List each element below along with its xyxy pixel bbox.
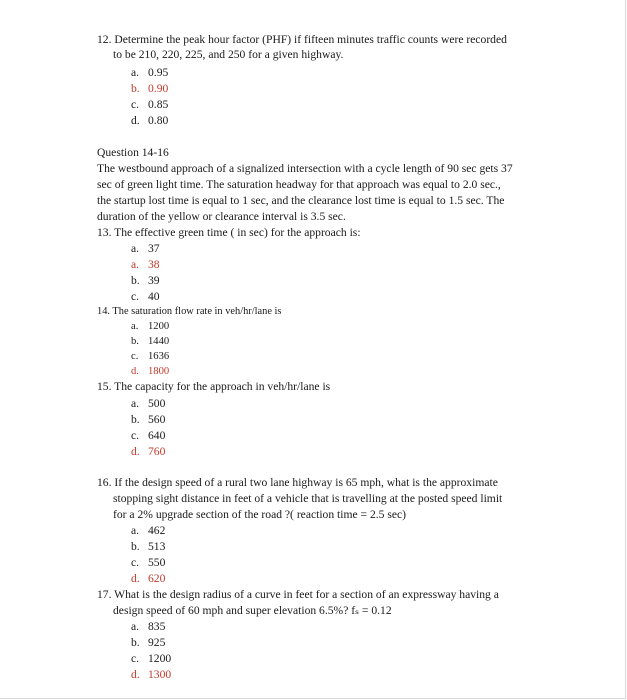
q17-option-b bbox=[131, 636, 165, 650]
q14-option-d-answer bbox=[131, 365, 169, 379]
q16-text-line1: 16. If the design speed of a rural two lane highway is 65 mph, what is the approximate bbox=[97, 476, 498, 489]
q14-option-c bbox=[131, 350, 169, 364]
q17-option-a bbox=[131, 620, 165, 634]
option-value: 550 bbox=[148, 556, 166, 569]
option-value: 835 bbox=[148, 620, 166, 633]
q16-option-b bbox=[131, 540, 165, 554]
scenario-line-3: the startup lost time is equal to 1 sec, and the clearance lost time is equal to 1.5 sec. The bbox=[97, 194, 505, 207]
q16-option-a bbox=[131, 524, 165, 538]
option-value: 1800 bbox=[148, 366, 170, 377]
option-value: 1440 bbox=[148, 336, 170, 347]
option-value: 560 bbox=[148, 413, 166, 426]
option-letter: a. bbox=[131, 242, 140, 255]
option-value: 0.95 bbox=[148, 66, 169, 79]
option-value: 0.85 bbox=[148, 98, 169, 111]
option-value: 640 bbox=[148, 429, 166, 442]
q12-text-line1: 12. Determine the peak hour factor (PHF) if fifteen minutes traffic counts were recorded bbox=[97, 33, 507, 46]
option-letter: a. bbox=[131, 620, 140, 633]
option-value: 1300 bbox=[148, 668, 172, 681]
q13-option-b bbox=[131, 274, 160, 288]
option-letter: a. bbox=[131, 66, 140, 79]
option-letter: c. bbox=[131, 556, 140, 569]
option-letter: a. bbox=[131, 321, 139, 332]
option-value: 0.80 bbox=[148, 114, 169, 127]
q12-option-b-answer bbox=[131, 82, 168, 96]
q12-option-d bbox=[131, 114, 168, 128]
q15-option-a bbox=[131, 397, 165, 411]
q16-option-d-answer bbox=[131, 572, 165, 586]
q12-option-c bbox=[131, 98, 168, 112]
option-value: 0.90 bbox=[148, 82, 169, 95]
option-value: 1200 bbox=[148, 321, 170, 332]
option-letter: d. bbox=[131, 445, 140, 458]
option-letter: c. bbox=[131, 429, 140, 442]
q17-text-line2: design speed of 60 mph and super elevation 6.5%? fₛ = 0.12 bbox=[113, 604, 392, 617]
option-letter: b. bbox=[131, 336, 139, 347]
q13-text: 13. The effective green time ( in sec) for the approach is: bbox=[97, 226, 361, 239]
q16-text-line3: for a 2% upgrade section of the road ?( reaction time = 2.5 sec) bbox=[113, 508, 407, 521]
option-letter: a. bbox=[131, 397, 140, 410]
option-letter: a. bbox=[131, 258, 140, 271]
option-value: 37 bbox=[148, 242, 160, 255]
option-value: 462 bbox=[148, 524, 166, 537]
option-value: 500 bbox=[148, 397, 166, 410]
scenario-line-2: sec of green light time. The saturation headway for that approach was equal to 2.0 sec., bbox=[97, 178, 501, 191]
scenario-line-4: duration of the yellow or clearance interval is 3.5 sec. bbox=[97, 210, 346, 223]
option-value: 40 bbox=[148, 290, 160, 303]
q13-option-a bbox=[131, 242, 160, 256]
option-value: 760 bbox=[148, 445, 166, 458]
q14-text: 14. The saturation flow rate in veh/hr/lane is bbox=[97, 306, 282, 317]
option-letter: d. bbox=[131, 572, 140, 585]
option-letter: c. bbox=[131, 98, 140, 111]
option-letter: b. bbox=[131, 413, 140, 426]
q15-option-d-answer bbox=[131, 445, 165, 459]
option-value: 925 bbox=[148, 636, 166, 649]
option-letter: c. bbox=[131, 290, 140, 303]
scenario-line-1: The westbound approach of a signalized intersection with a cycle length of 90 sec gets 37 bbox=[97, 162, 513, 175]
option-letter: b. bbox=[131, 636, 140, 649]
option-value: 620 bbox=[148, 572, 166, 585]
q16-option-c bbox=[131, 556, 165, 570]
q17-text-line1: 17. What is the design radius of a curve in feet for a section of an expressway having a bbox=[97, 588, 499, 601]
option-letter: c. bbox=[131, 351, 139, 362]
q12-text-line2: to be 210, 220, 225, and 250 for a given highway. bbox=[113, 48, 344, 61]
option-letter: b. bbox=[131, 274, 140, 287]
option-value: 39 bbox=[148, 274, 160, 287]
option-letter: d. bbox=[131, 668, 140, 681]
option-letter: b. bbox=[131, 540, 140, 553]
q17-option-d-answer bbox=[131, 668, 171, 682]
option-letter: a. bbox=[131, 524, 140, 537]
q14-option-a bbox=[131, 320, 169, 334]
q13-option-c bbox=[131, 290, 160, 304]
q13-option-a-answer bbox=[131, 258, 160, 272]
option-letter: d. bbox=[131, 114, 140, 127]
q17-option-c bbox=[131, 652, 171, 666]
option-letter: d. bbox=[131, 366, 139, 377]
q16-text-line2: stopping sight distance in feet of a vehicle that is travelling at the posted speed limit bbox=[113, 492, 503, 505]
group-header: Question 14-16 bbox=[97, 146, 169, 159]
q15-option-b bbox=[131, 413, 165, 427]
q15-option-c bbox=[131, 429, 165, 443]
option-letter: b. bbox=[131, 82, 140, 95]
option-value: 38 bbox=[148, 258, 160, 271]
option-value: 1636 bbox=[148, 351, 170, 362]
q15-text: 15. The capacity for the approach in veh/hr/lane is bbox=[97, 380, 331, 393]
q12-option-a bbox=[131, 66, 168, 80]
option-letter: c. bbox=[131, 652, 140, 665]
q14-option-b bbox=[131, 335, 169, 349]
option-value: 1200 bbox=[148, 652, 172, 665]
option-value: 513 bbox=[148, 540, 166, 553]
